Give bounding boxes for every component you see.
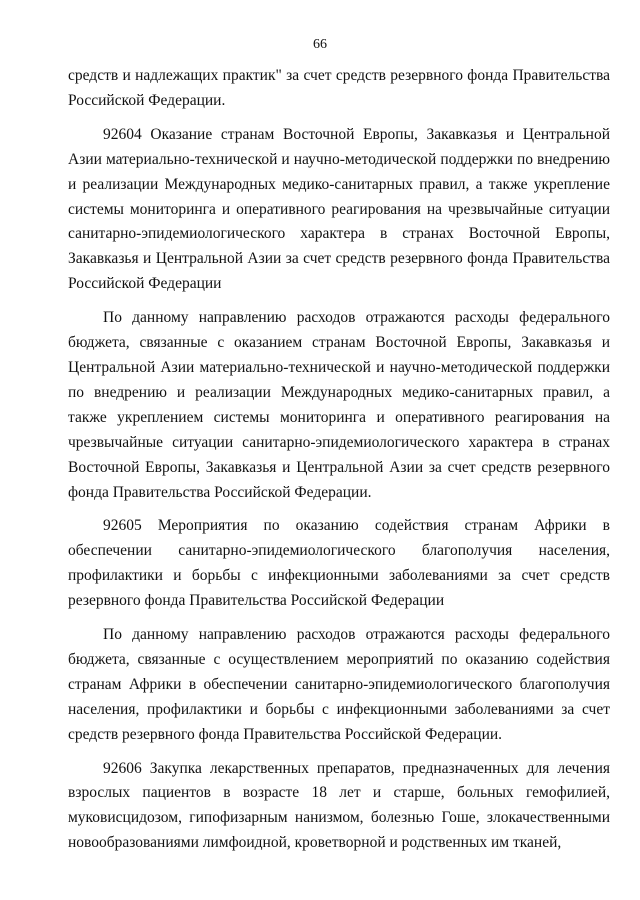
page-number: 66 [313,37,327,52]
paragraph-92606-title: 92606 Закупка лекарственных препаратов, предназначенных для лечения взрослых пациентов в возрасте 18 лет и старше, больных гемофилией, муковисцидозом, гипофизарным нанизмом, болезнью Гоше, злокачественными новообразованиями лимфоидной, кроветворной и родственных им тканей, [68,759,610,852]
paragraph-continuation: средств и надлежащих практик" за счет средств резервного фонда Правительства Российской Федерации. [68,67,610,109]
document-body [68,64,610,856]
paragraph-92605-title: 92605 Мероприятия по оказанию содействия странам Африки в обеспечении санитарно-эпидемиологического благополучия населения, профилактики и борьбы с инфекционными заболеваниями за счет средств резервного фонда Правительства Российской Федерации [68,517,610,610]
paragraph-92604-description: По данному направлению расходов отражаются расходы федерального бюджета, связанные с оказанием странам Восточной Европы, Закавказья и Центральной Азии материально-технической и научно-методической поддержки по внедрению и реализации Международных медико-санитарных правил, а также укреплением системы мониторинга и оперативного реагирования на чрезвычайные ситуации санитарно-эпидемиологического характера в странах Восточной Европы, Закавказья и Центральной Азии за счет средств резервного фонда Правительства Российской Федерации. [68,309,610,501]
paragraph-92604-title: 92604 Оказание странам Восточной Европы, Закавказья и Центральной Азии материально-технической и научно-методической поддержки по внедрению и реализации Международных медико-санитарных правил, а также укрепление системы мониторинга и оперативного реагирования на чрезвычайные ситуации санитарно-эпидемиологического характера в странах Восточной Европы, Закавказья и Центральной Азии за счет средств резервного фонда Правительства Российской Федерации [68,125,610,293]
paragraph-92605-description: По данному направлению расходов отражаются расходы федерального бюджета, связанные с осуществлением мероприятий по оказанию содействия странам Африки в обеспечении санитарно-эпидемиологического благополучия населения, профилактики и борьбы с инфекционными заболеваниями за счет средств резервного фонда Правительства Российской Федерации. [68,626,610,743]
